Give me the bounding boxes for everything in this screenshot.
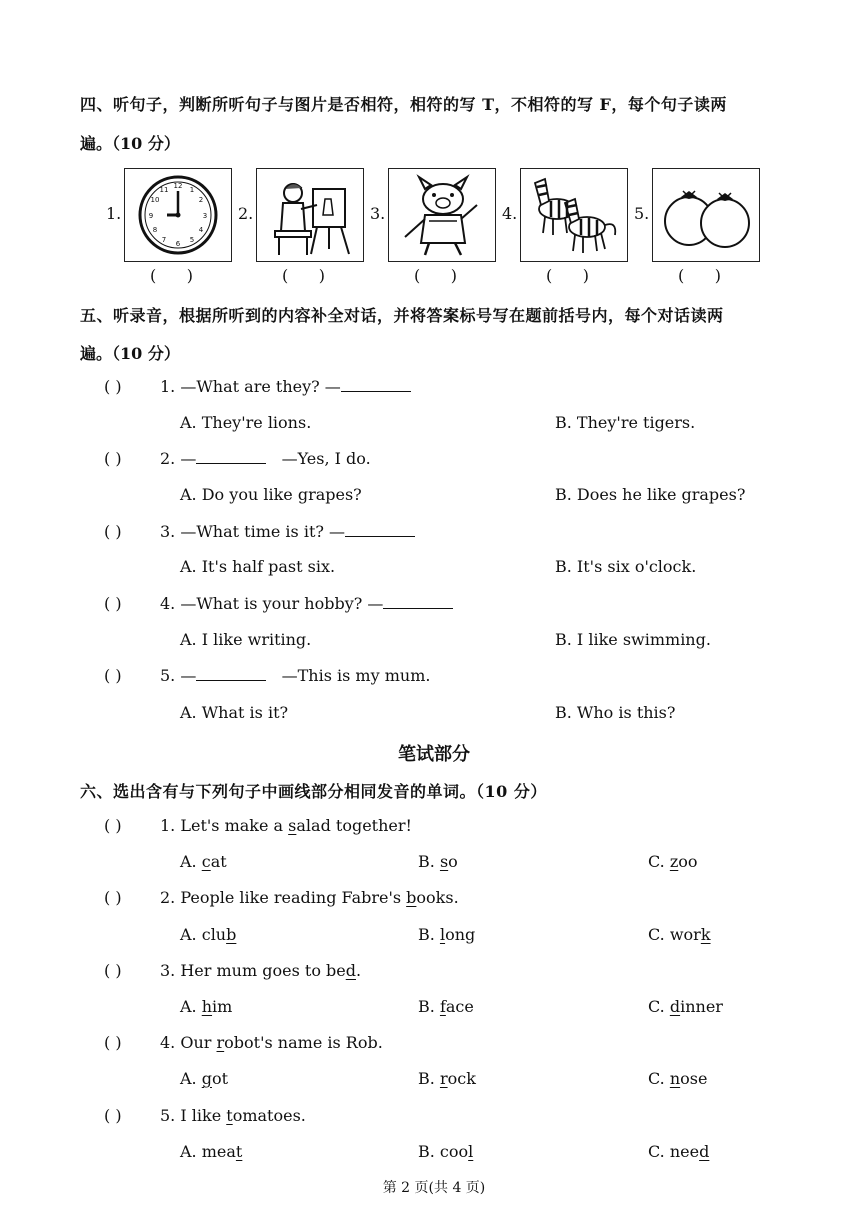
section5-title: 五、听录音，根据所听到的内容补全对话，并将答案标号写在题前括号内，每个对话读两 — [80, 306, 724, 325]
sentence-text: 2. People like reading Fabre's — [160, 888, 407, 907]
section5-title-cont: 遍。（10 分） — [80, 344, 180, 363]
underlined-part: l — [439, 925, 446, 944]
dialogue-reply: —Yes, I do. — [281, 449, 371, 468]
option-text: ock — [447, 1069, 476, 1088]
option-text: ace — [445, 997, 474, 1016]
option-b — [418, 852, 458, 871]
underlined-part: n — [669, 1069, 681, 1088]
underlined-part: r — [216, 1033, 225, 1052]
underlined-part: s — [439, 852, 449, 871]
answer-bracket: ( ) — [104, 961, 122, 980]
dialogue-question — [160, 594, 453, 613]
option-c — [648, 852, 698, 871]
option-text: B. — [418, 1069, 440, 1088]
sentence — [160, 1033, 383, 1052]
option-a — [180, 1069, 228, 1088]
dialogue-text: 2. — — [160, 449, 197, 468]
option-text: o — [448, 852, 458, 871]
picture-4 — [520, 168, 628, 262]
svg-text:3: 3 — [202, 212, 208, 220]
underlined-part: k — [700, 925, 711, 944]
underlined-part: h — [201, 997, 213, 1016]
answer-bracket: ( ) — [104, 594, 122, 613]
pic-number: 4. — [502, 204, 518, 223]
option-b — [418, 997, 474, 1016]
answer-bracket: ( ) — [104, 449, 122, 468]
underlined-part: s — [288, 816, 297, 835]
option-a: A. Do you like grapes? — [180, 485, 362, 504]
dialogue-text: 5. — — [160, 666, 197, 685]
answer-bracket: ( ) — [104, 666, 122, 685]
option-a: A. It's half past six. — [180, 557, 336, 576]
underlined-part: t — [235, 1142, 243, 1161]
underlined-part: l — [468, 1142, 474, 1161]
written-section-title: 笔试部分 — [398, 744, 470, 765]
option-b: B. They're tigers. — [555, 413, 696, 432]
answer-bracket: ( ) — [104, 522, 122, 541]
picture-5 — [652, 168, 760, 262]
underlined-part: d — [669, 997, 681, 1016]
option-a: A. I like writing. — [180, 630, 312, 649]
answer-blank — [341, 391, 411, 392]
zebras-icon — [521, 169, 627, 261]
sentence-text: omatoes. — [232, 1106, 306, 1125]
sentence-text: 4. Our — [160, 1033, 217, 1052]
sentence-text: 1. Let's make a — [160, 816, 289, 835]
option-text: ot — [211, 1069, 229, 1088]
pic-number: 5. — [634, 204, 650, 223]
option-text: im — [212, 997, 233, 1016]
answer-bracket: ( ) — [104, 377, 122, 396]
option-text: B. — [418, 997, 440, 1016]
underlined-part: z — [669, 852, 679, 871]
picture-1 — [124, 168, 232, 262]
pig-character-icon — [389, 169, 495, 261]
option-text: A. — [180, 1069, 202, 1088]
option-c — [648, 925, 711, 944]
svg-text:2: 2 — [198, 196, 204, 204]
picture-answer-bracket: ( ) — [150, 266, 193, 285]
sentence-text: ks. — [435, 888, 459, 907]
dialogue-question — [160, 377, 411, 396]
picture-answer-bracket: ( ) — [414, 266, 457, 285]
option-text: C. wor — [648, 925, 701, 944]
answer-bracket: ( ) — [104, 888, 122, 907]
option-b — [418, 1069, 476, 1088]
svg-text:6: 6 — [175, 240, 181, 248]
option-text: B. — [418, 852, 440, 871]
option-text: inner — [680, 997, 723, 1016]
option-text: B. coo — [418, 1142, 469, 1161]
pic-number: 2. — [238, 204, 254, 223]
dialogue-reply: —This is my mum. — [281, 666, 431, 685]
answer-bracket: ( ) — [104, 1106, 122, 1125]
section6-title: 六、选出含有与下列句子中画线部分相同发音的单词。（10 分） — [80, 782, 547, 801]
svg-text:8: 8 — [152, 226, 158, 234]
pic-number: 1. — [106, 204, 122, 223]
section4-title: 四、听句子，判断所听句子与图片是否相符，相符的写 T，不相符的写 F，每个句子读两 — [80, 95, 727, 114]
option-text: ong — [445, 925, 476, 944]
svg-text:9: 9 — [148, 212, 154, 220]
sentence — [160, 1106, 306, 1125]
pic-number: 3. — [370, 204, 386, 223]
option-a — [180, 852, 227, 871]
sentence — [160, 961, 361, 980]
answer-bracket: ( ) — [104, 1033, 122, 1052]
option-text: ose — [680, 1069, 708, 1088]
sentence-text: . — [356, 961, 362, 980]
option-text: A. mea — [180, 1142, 236, 1161]
sentence-text: a — [296, 816, 306, 835]
svg-text:7: 7 — [161, 236, 167, 244]
sentence-text: 3. Her mum goes to be — [160, 961, 346, 980]
option-text: A. clu — [180, 925, 227, 944]
dialogue-text: 4. —What is your hobby? — — [160, 594, 384, 613]
option-text: A. — [180, 997, 202, 1016]
page-number: 第 2 页(共 4 页) — [382, 1180, 486, 1196]
sentence-text: obot's name is Rob. — [224, 1033, 383, 1052]
option-text: C. — [648, 852, 670, 871]
underlined-part: d — [699, 1142, 710, 1161]
underlined-part: b — [406, 888, 417, 907]
underlined-part: c — [201, 852, 211, 871]
section4-title-cont: 遍。（10 分） — [80, 134, 180, 153]
dialogue-question — [160, 449, 371, 468]
option-b: B. Does he like grapes? — [555, 485, 746, 504]
picture-3 — [388, 168, 496, 262]
svg-text:11: 11 — [159, 186, 169, 194]
sentence-text: 5. I like — [160, 1106, 227, 1125]
option-text: B. — [418, 925, 440, 944]
option-c — [648, 1069, 707, 1088]
option-a — [180, 925, 236, 944]
picture-answer-bracket: ( ) — [678, 266, 721, 285]
svg-text:5: 5 — [189, 236, 195, 244]
underlined-part: t — [226, 1106, 233, 1125]
option-c — [648, 1142, 709, 1161]
tomatoes-icon — [653, 169, 759, 261]
option-b: B. Who is this? — [555, 703, 676, 722]
option-b — [418, 1142, 473, 1161]
svg-text:1: 1 — [189, 186, 195, 194]
dialogue-text: 1. —What are they? — — [160, 377, 341, 396]
dialogue-question — [160, 666, 430, 685]
answer-bracket: ( ) — [104, 816, 122, 835]
option-b — [418, 925, 475, 944]
option-a: A. They're lions. — [180, 413, 312, 432]
option-text: oo — [678, 852, 698, 871]
svg-text:10: 10 — [150, 196, 160, 204]
option-a: A. What is it? — [180, 703, 289, 722]
option-a — [180, 997, 232, 1016]
dialogue-text: 3. —What time is it? — — [160, 522, 346, 541]
option-c — [648, 997, 723, 1016]
picture-2 — [256, 168, 364, 262]
underlined-part: f — [439, 997, 446, 1016]
underlined-part: d — [345, 961, 356, 980]
sentence-text: oo — [416, 888, 436, 907]
option-text: C. — [648, 997, 670, 1016]
clock-icon — [125, 169, 231, 261]
sentence — [160, 888, 459, 907]
answer-blank — [196, 463, 266, 464]
boy-painting-icon — [257, 169, 363, 261]
option-b: B. I like swimming. — [555, 630, 711, 649]
picture-answer-bracket: ( ) — [546, 266, 589, 285]
answer-blank — [196, 680, 266, 681]
underlined-part: b — [226, 925, 237, 944]
underlined-part: g — [201, 1069, 212, 1088]
option-text: C. — [648, 1069, 670, 1088]
option-text: at — [210, 852, 227, 871]
option-text: C. nee — [648, 1142, 700, 1161]
option-b: B. It's six o'clock. — [555, 557, 697, 576]
sentence-text: lad together! — [305, 816, 412, 835]
answer-blank — [383, 608, 453, 609]
picture-answer-bracket: ( ) — [282, 266, 325, 285]
svg-text:4: 4 — [198, 226, 204, 234]
underlined-part: r — [439, 1069, 448, 1088]
option-a — [180, 1142, 242, 1161]
answer-blank — [345, 536, 415, 537]
sentence — [160, 816, 412, 835]
dialogue-question — [160, 522, 415, 541]
svg-text:12: 12 — [173, 182, 183, 190]
option-text: A. — [180, 852, 202, 871]
